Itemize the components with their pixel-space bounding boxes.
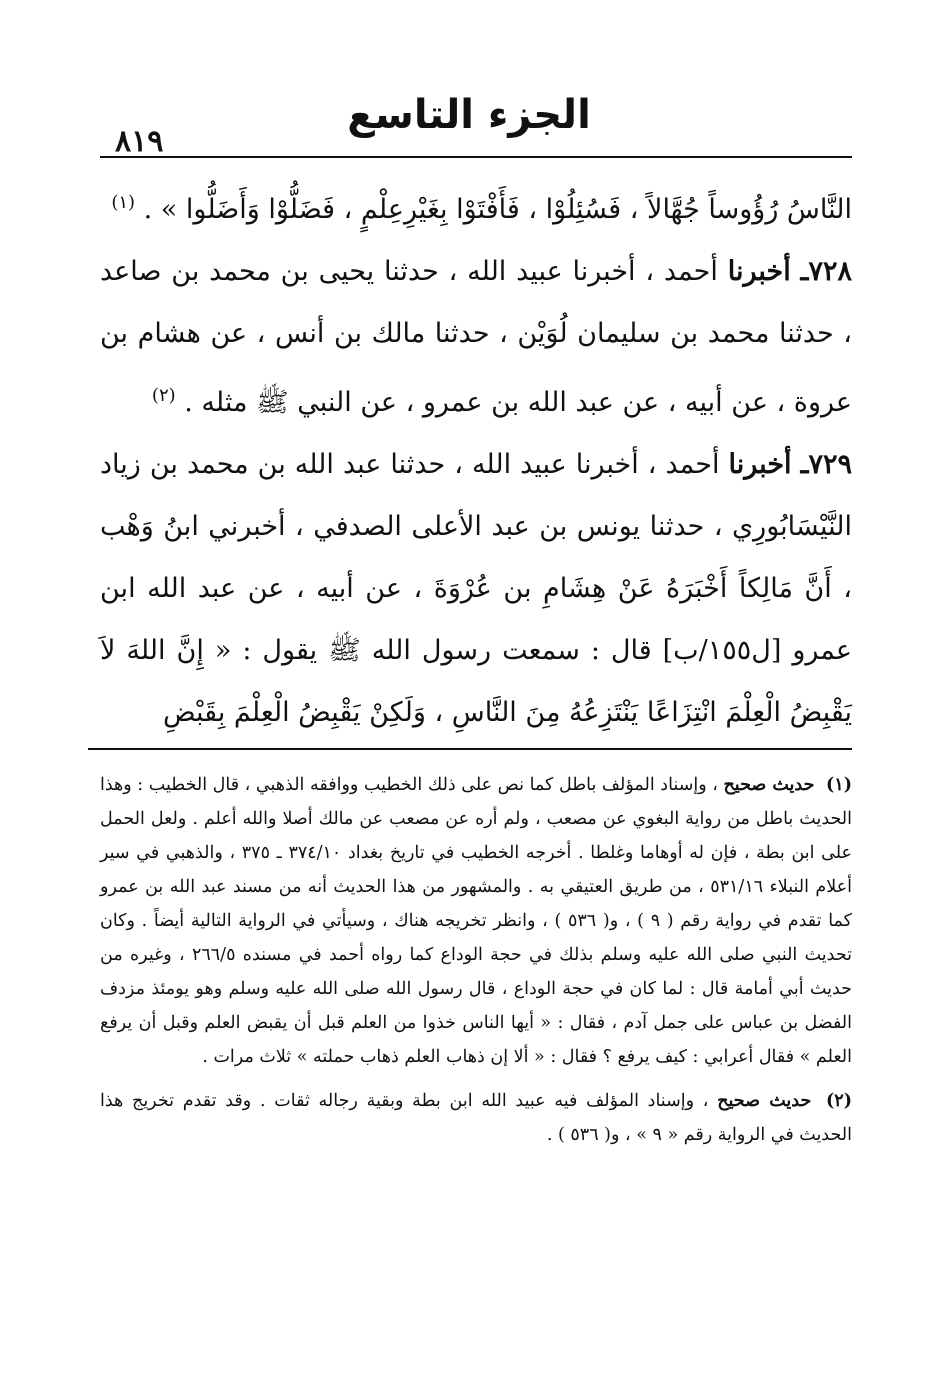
part-title: الجزء التاسع bbox=[347, 92, 591, 138]
footnote-grade: حديث صحيح bbox=[723, 775, 815, 795]
hadith-text: أحمد ، أخبرنا عبيد الله ، حدثنا عبد الله بن محمد بن زياد النَّيْسَابُورِي ، حدثنا يونس بن عبد الأعلى الصدفي ، أخبرني ابنُ وَهْب ، أَنَّ مَالِكاً أَخْبَرَهُ عَنْ هِشَامِ بن عُرْوَةَ ، عن أبيه ، عن عبد الله ابن عمرو [ل١٥٥/ب] قال : سمعت رسول الله ﷺ يقول : « إِنَّ اللهَ لاَ يَقْبِضُ الْعِلْمَ انْتِزَاعًا يَنْتَزِعُهُ مِنَ النَّاسِ ، وَلَكِنْ يَقْبِضُ الْعِلْمَ بِقَبْضِ bbox=[100, 449, 852, 728]
footnote-number: (٢) bbox=[826, 1091, 852, 1111]
footnote-text: ، وإسناد المؤلف باطل كما نص على ذلك الخطيب ووافقه الذهبي ، قال الخطيب : وهذا الحديث باطل من رواية البغوي عن مصعب ، ولم أره عن مصعب عن مالك أصلا والله أعلم . ولعل الحمل على ابن بطة ، فإن له أوهاما وغلطا . أخرجه الخطيب في تاريخ بغداد ٣٧٤/١٠ ـ ٣٧٥ ، والذهبي في سير أعلام النبلاء ٥٣١/١٦ ، من طريق العتيقي به . والمشهور من هذا الحديث أنه من مسند عبد الله بن عمرو كما تقدم في رواية رقم ( ٩ ) ، و( ٥٣٦ ) ، وانظر تخريجه هناك ، وسيأتي في الرواية التالية أيضاً . وكان تحديث النبي صلى الله عليه وسلم بذلك في حجة الوداع كما رواه أحمد في مسنده ٢٦٦/٥ ، وغيره من حديث أبي أمامة قال : لما كان في حجة الوداع ، قال رسول الله صلى الله عليه وسلم وهو يومئذ مزدف الفضل بن عباس على جمل آدم ، فقال : « أيها الناس خذوا من العلم قبل أن يقبض العلم وقبل أن يرفع العلم » فقال أعرابي : كيف يرفع ؟ فقال : « ألا إن ذهاب العلم ذهاب حملته » ثلاث مرات . bbox=[100, 775, 852, 1067]
continuation-text: النَّاسُ رُؤُوساً جُهَّالاً ، فَسُئِلُوْا ، فَأَفْتَوْا بِغَيْرِعِلْمٍ ، فَضَلُّوْا وَأَضَلُّوا » . bbox=[143, 194, 852, 225]
footnote-grade: حديث صحيح bbox=[717, 1091, 812, 1111]
footnote-ref-1: (١) bbox=[111, 192, 136, 213]
page-number: ٨١٩ bbox=[115, 124, 164, 159]
footnote-number: (١) bbox=[826, 775, 852, 795]
hadith-728 bbox=[100, 241, 852, 434]
main-text bbox=[100, 172, 852, 744]
continuation-paragraph bbox=[100, 172, 852, 241]
footnote-ref-2: (٢) bbox=[151, 385, 176, 406]
header-rule bbox=[100, 156, 852, 158]
hadith-number: ٧٢٨ـ bbox=[800, 256, 852, 287]
hadith-729 bbox=[100, 434, 852, 744]
hadith-text: أحمد ، أخبرنا عبيد الله ، حدثنا يحيى بن محمد بن صاعد ، حدثنا محمد بن سليمان لُوَيْن ، حدثنا مالك بن أنس ، عن هشام بن عروة ، عن أبيه ، عن عبد الله بن عمرو ، عن النبي ﷺ مثله . bbox=[100, 256, 852, 418]
footnotes bbox=[100, 768, 852, 1162]
page-header bbox=[95, 92, 843, 162]
footnote-rule bbox=[88, 748, 852, 750]
footnote-2 bbox=[100, 1084, 852, 1152]
hadith-number: ٧٢٩ـ bbox=[800, 449, 852, 480]
hadith-opening: أخبرنا bbox=[728, 449, 792, 480]
footnote-text: ، وإسناد المؤلف فيه عبيد الله ابن بطة وبقية رجاله ثقات . وقد تقدم تخريج هذا الحديث في الرواية رقم « ٩ » ، و( ٥٣٦ ) . bbox=[100, 1091, 852, 1145]
footnote-1 bbox=[100, 768, 852, 1074]
hadith-opening: أخبرنا bbox=[727, 256, 791, 287]
